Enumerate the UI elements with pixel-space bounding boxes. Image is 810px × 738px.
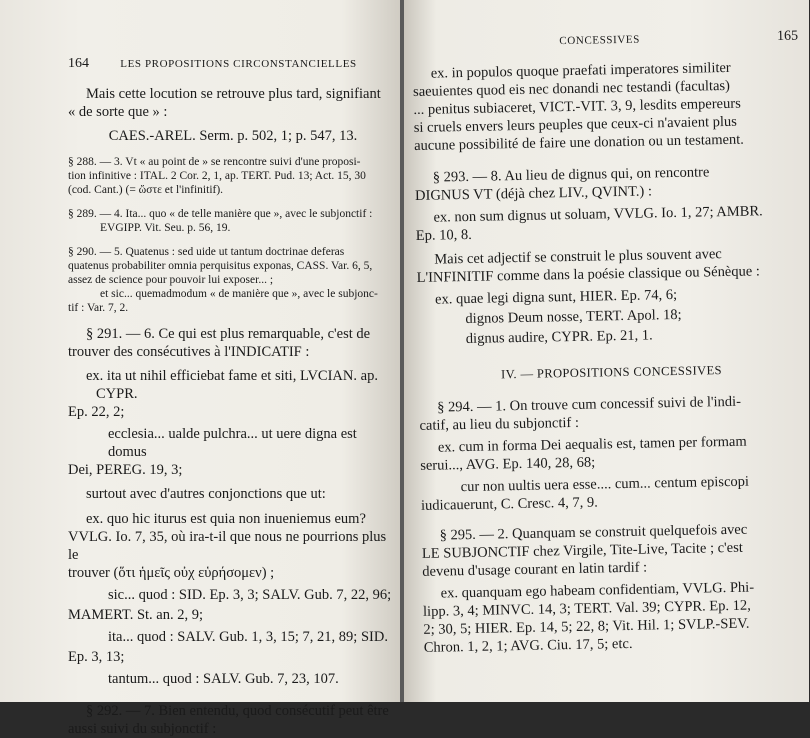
right-line-20: cur non uultis uera esse.... cum... centum episcopi [460, 473, 750, 496]
section-289 [68, 207, 398, 235]
right-line-6: § 293. — 8. Au lieu de dignus qui, on rencontre [432, 164, 710, 186]
right-line-5: aucune possibilité de faire une donation ou un testament. [413, 131, 745, 154]
right-line-17: catif, au lieu du subjonctif : [419, 414, 580, 434]
section-heading-concessives: IV. — PROPOSITIONS CONCESSIVES [500, 363, 723, 382]
section-291 [68, 325, 398, 688]
right-line-11: L'INFINITIF comme dans la poésie classique ou Sénèque : [416, 263, 761, 286]
right-line-7: DIGNUS VT (déjà chez LIV., QVINT.) : [414, 183, 653, 204]
left-line-7: § 289. — 4. Ita... quo « de telle manière que », avec le subjonctif : [68, 208, 373, 220]
right-page-number: 165 [776, 28, 799, 44]
left-page [0, 0, 402, 737]
right-line-23: LE SUBJONCTIF chez Virgile, Tite-Live, Tacite ; c'est [421, 539, 743, 562]
left-line-30: aussi suivi du subjonctif : [68, 721, 217, 737]
left-line-3: CAES.-AREL. Serm. p. 502, 1; p. 547, 13. [108, 128, 358, 144]
right-line-24: devenu d'usage courant en latin tardif : [422, 559, 648, 580]
left-line-2: « de sorte que » : [68, 104, 168, 120]
right-line-4: si cruels envers leurs peuples que ceux-ci n'avaient plus [413, 113, 738, 136]
right-line-25: ex. quanquam ego habeam confidentiam, VVLG. Phi- [440, 579, 755, 602]
right-line-27: 2; 30, 5; HIER. Ep. 14, 5; 22, 8; Vit. Hil. 1; SVLP.-SEV. [423, 615, 750, 638]
left-line-4: § 288. — 3. Vt « au point de » se rencontre suivi d'une proposi- [68, 156, 361, 168]
left-line-28: tantum... quod : SALV. Gub. 7, 23, 107. [108, 671, 339, 687]
left-line-10: quatenus probabiliter omnia perquisitus exponas, CASS. Var. 6, 5, [68, 260, 373, 272]
section-290 [68, 245, 398, 315]
right-running-title: CONCESSIVES [559, 33, 641, 48]
left-line-11: assez de science pour pouvoir lui exposer... ; [68, 274, 274, 286]
right-line-2: saeuientes quod eis nec donandi nec testandi (facultas) [412, 77, 731, 100]
right-line-12: ex. quae legi digna sunt, HIER. Ep. 74, 6; [434, 286, 678, 308]
right-line-1: ex. in populos quoque praefati imperatores similiter [430, 59, 731, 82]
left-line-21: ex. quo hic iturus est quia non inueniemus eum? [86, 511, 366, 527]
right-line-19: serui..., AVG. Ep. 140, 28, 68; [420, 454, 596, 474]
left-line-20: surtout avec d'autres conjonctions que ut: [86, 486, 326, 502]
left-line-13: tif : Var. 7, 2. [68, 302, 129, 314]
left-line-16: ex. ita ut nihil efficiebat fame et siti, LVCIAN. ap. CYPR. [86, 368, 378, 402]
right-line-9: Ep. 10, 8. [415, 226, 472, 244]
right-line-10: Mais cet adjectif se construit le plus souvent avec [434, 246, 722, 268]
right-line-26: lipp. 3, 4; MINVC. 14, 3; TERT. Val. 39; CYPR. Ep. 12, [422, 597, 751, 620]
right-line-3: ... penitus subiaceret, VICT.-VIT. 3, 9, lesdits empereurs [413, 95, 741, 118]
right-running-header [412, 28, 798, 53]
left-line-24: sic... quod : SID. Ep. 3, 3; SALV. Gub. 7, 22, 96; [108, 587, 392, 603]
right-page-content [412, 28, 810, 657]
left-line-29: § 292. — 7. Bien entendu, quod consécutif peut être [86, 703, 389, 719]
left-line-1: Mais cette locution se retrouve plus tard, signifiant [86, 86, 381, 102]
section-288 [68, 155, 398, 197]
left-page-number: 164 [68, 56, 89, 71]
left-line-18: ecclesia... ualde pulchra... ut uere digna est domus [108, 426, 357, 460]
left-line-9: § 290. — 5. Quatenus : sed uide ut tantum doctrinae deferas [68, 246, 345, 258]
left-line-15: trouver des consécutives à l'INDICATIF : [68, 344, 310, 360]
left-line-17: Ep. 22, 2; [68, 404, 125, 420]
left-line-27: Ep. 3, 13; [68, 649, 125, 665]
right-line-14: dignus audire, CYPR. Ep. 21, 1. [465, 327, 653, 348]
left-running-title: LES PROPOSITIONS CIRCONSTANCIELLES [120, 58, 357, 70]
left-line-5: tion infinitive : ITAL. 2 Cor. 2, 1, ap. TERT. Pud. 13; Act. 15, 30 [68, 170, 366, 182]
right-line-18: ex. cum in forma Dei aequalis est, tamen per formam [437, 433, 747, 456]
left-line-12: et sic... quemadmodum « de manière que », avec le subjonc- [100, 288, 378, 300]
right-line-8: ex. non sum dignus ut soluam, VVLG. Io. 1, 27; AMBR. [433, 203, 763, 226]
right-line-13: dignos Deum nosse, TERT. Apol. 18; [465, 306, 682, 328]
left-line-26: ita... quod : SALV. Gub. 1, 3, 15; 7, 21, 89; SID. [108, 629, 388, 645]
left-line-22: VVLG. Io. 7, 35, où ira-t-il que nous ne pourrions plus le [68, 529, 387, 563]
left-page-content [68, 55, 398, 738]
left-line-8: EVGIPP. Vit. Seu. p. 56, 19. [100, 222, 231, 234]
right-line-21: iudicauerunt, C. Cresc. 4, 7, 9. [420, 494, 598, 514]
left-line-14: § 291. — 6. Ce qui est plus remarquable, c'est de [86, 326, 371, 342]
right-line-16: § 294. — 1. On trouve cum concessif suivi de l'indi- [437, 393, 742, 416]
right-line-22: § 295. — 2. Quanquam se construit quelquefois avec [439, 521, 748, 544]
left-running-header [68, 55, 398, 73]
left-line-25: MAMERT. St. an. 2, 9; [68, 607, 204, 623]
left-line-6: (cod. Cant.) (= ὥστε et l'infinitif). [68, 184, 224, 196]
right-line-28: Chron. 1, 2, 1; AVG. Ciu. 17, 5; etc. [423, 635, 633, 656]
left-line-19: Dei, PEREG. 19, 3; [68, 462, 183, 478]
right-page [404, 0, 809, 702]
left-line-23: trouver (ὅτι ἡμεῖς οὐχ εὑρήσομεν) ; [68, 565, 275, 581]
